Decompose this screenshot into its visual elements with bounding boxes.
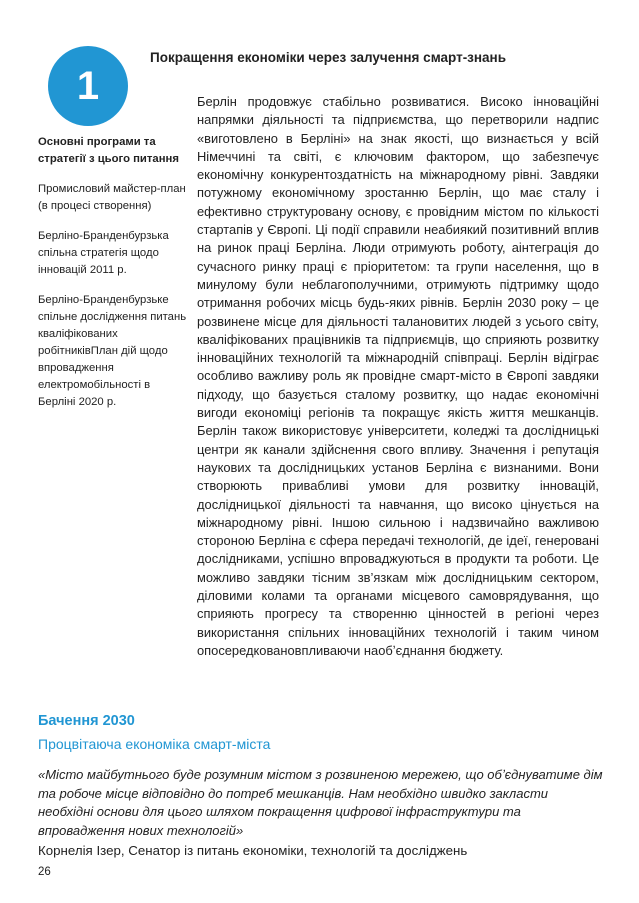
section-number-badge	[48, 46, 128, 126]
sidebar-item: Берліно-Бранденбурзьке спільне дослідження питань кваліфікованих робітниківПлан дій щодо впровадження електромобільності в Берліні 2020 р.	[38, 294, 187, 408]
sidebar-programs	[38, 134, 188, 424]
sidebar-title: Основні програми та стратегії з цього питання	[38, 136, 179, 165]
sidebar-item: Берліно-Бранденбурзька спільна стратегія щодо інновацій 2011 р.	[38, 230, 169, 276]
page-number: 26	[38, 866, 51, 878]
vision-title: Бачення 2030	[38, 713, 135, 729]
main-body-text: Берлін продовжує стабільно розвиватися. Високо інноваційні напрямки діяльності та підприємства, що перетворили надпис «виготовлено в Берліні» на знак якості, що визнається у всій Німеччині та світі, є ключовим фактором, що забезпечує економічну конкурентоздатність на міжнародному рівні. Завдяки потужному економічному зростанню Берлін, що має сталу і ефективно структуровану основу, є провідним містом по кількості стартапів у Європі. Ці події справили неабиякий позитивний вплив на ринок праці Берліна. Люди отримують роботу, аінтеграція до сучасного ринку праці є пріоритетом: та групи населення, що в минулому були неблагополучними, отримують підтримку щодо отримання робочих місць будь-яких рівнів. Берлін 2030 року – це розвинене місце для діяльності талановитих людей з усього світу, кваліфікованих працівників та підприємців, що сприяють розвитку інноваційних технологій та міжнародній співпраці. Берлін відіграє особливо важливу роль як провідне смарт-місто в Європі завдяки підходу, що базується сталому розвитку, що надає економічні вигоди економіці регіонів та покращує якість життя мешканців. Берлін також використовує університети, коледжі та дослідницькі центри як канали здійснення свого впливу. Значення і репутація наукових та дослідницьких установ Берліна є визнаними. Вони створюють привабливі умови для розвитку інновацій, дослідницької діяльності та навчання, що високо цінується на міжнародному рівні. Іншою сильною і надзвичайно важливою стороною Берліна є сфера передачі технологій, де ідеї, генеровані дослідниками, успішно впроваджуються в продукти та роботи. Це можливо завдяки тісним зв’язкам між дослідницьким сектором, діловими колами та органами місцевого самоврядування, що сприяють прогресу та створенню цінностей в регіоні через використання спільних інноваційних технологій і таким чином опосередковановпливаючи наобʼєднання бюджету.	[197, 94, 599, 658]
section-number: 1	[76, 64, 100, 108]
section-heading: Покращення економіки через залучення смарт-знань	[150, 50, 507, 65]
vision-subtitle: Процвітаюча економіка смарт-міста	[38, 736, 271, 752]
quote-text: «Місто майбутнього буде розумним містом з розвиненою мережею, що обʼєднуватиме дім та робоче місце відповідно до потреб мешканців. Нам необхідно швидко закласти необхідні основи для цього шляхом покращення цифрової інфраструктури та впровадження нових технологій»	[38, 767, 603, 838]
quote-author: Корнелія Ізер, Сенатор із питань економіки, технологій та досліджень	[38, 843, 468, 858]
sidebar-item: Промисловий майстер-план (в процесі створення)	[38, 183, 186, 212]
